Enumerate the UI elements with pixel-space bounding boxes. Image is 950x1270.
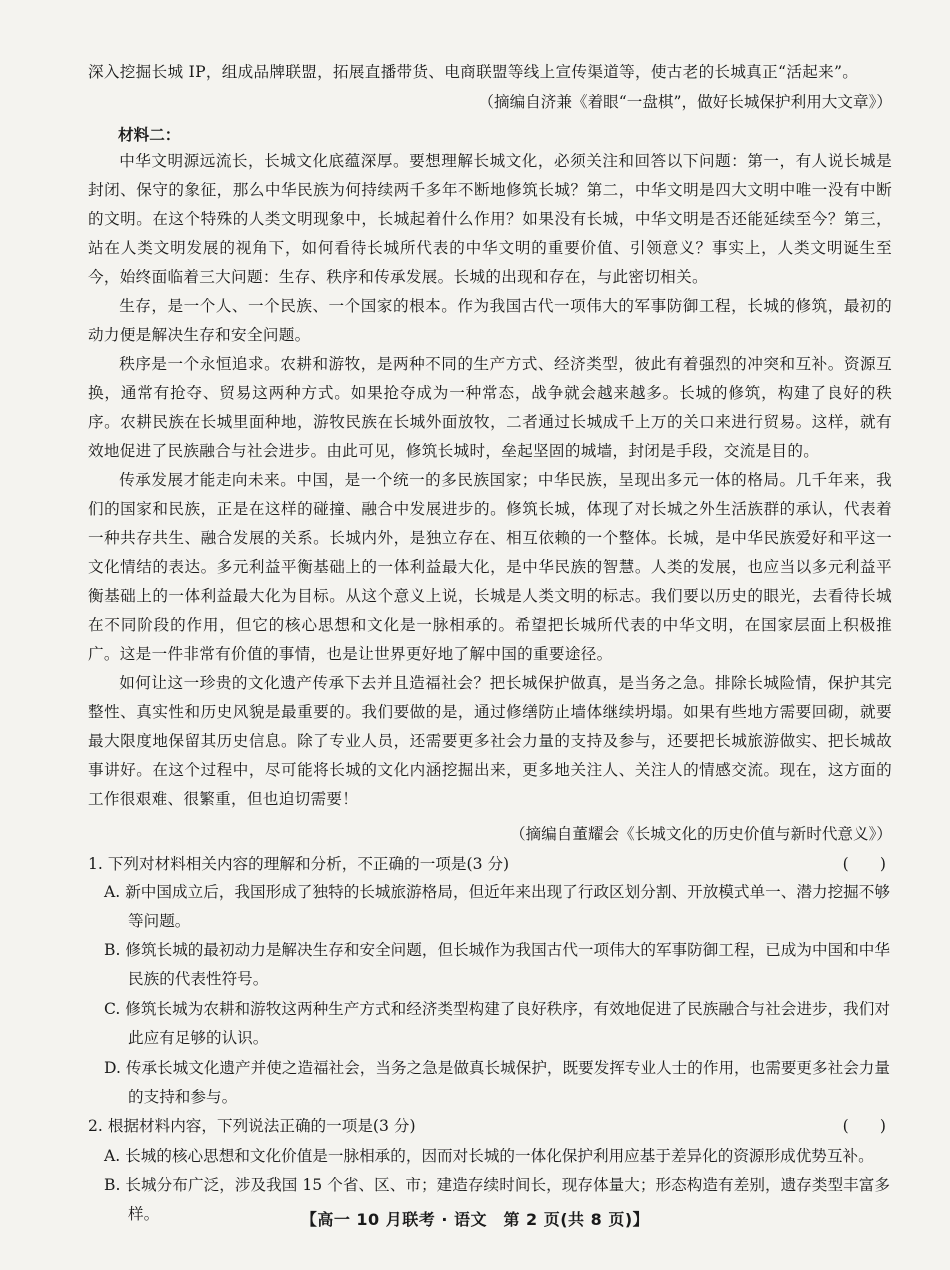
question-1: [88, 850, 892, 879]
answer-blank: ( ): [842, 855, 886, 873]
material-2-heading: 材料二：: [118, 125, 181, 144]
question-2: [88, 1112, 892, 1141]
question-1-stem: 1. 下列对材料相关内容的理解和分析，不正确的一项是(3 分) ( ): [88, 850, 892, 879]
paragraph: 中华文明源远流长，长城文化底蕴深厚。要想理解长城文化，必须关注和回答以下问题：第一，有人说长城是封闭、保守的象征，那么中华民族为何持续两千多年不断地修筑长城？第二，中华文明是四大文明中唯一没有中断的文明。在这个特殊的人类文明现象中，长城起着什么作用？如果没有长城，中华文明是否还能延续至今？第三，站在人类文明发展的视角下，如何看待长城所代表的中华文明的重要价值、引领意义？事实上，人类文明诞生至今，始终面临着三大问题：生存、秩序和传承发展。长城的出现和存在，与此密切相关。: [88, 152, 892, 286]
q1-option-c: C. 修筑长城为农耕和游牧这两种生产方式和经济类型构建了良好秩序，有效地促进了民族融合与社会进步，我们对此应有足够的认识。: [104, 1000, 890, 1047]
q2-option-b: B. 长城分布广泛，涉及我国 15 个省、区、市；建造存续时间长，现存体量大；形态构造有差别，遗存类型丰富多样。: [104, 1176, 890, 1223]
q2-option-a: A. 长城的核心思想和文化价值是一脉相承的，因而对长城的一体化保护利用应基于差异化的资源形成优势互补。: [104, 1147, 874, 1165]
answer-blank: ( ): [842, 1117, 886, 1135]
material-2-body: [88, 147, 892, 814]
paragraph: 秩序是一个永恒追求。农耕和游牧，是两种不同的生产方式、经济类型，彼此有着强烈的冲突和互补。资源互换，通常有抢夺、贸易这两种方式。如果抢夺成为一种常态，战争就会越来越多。长城的修筑，构建了良好的秩序。农耕民族在长城里面种地，游牧民族在长城外面放牧，二者通过长城成千上万的关口来进行贸易。这样，就有效地促进了民族融合与社会进步。由此可见，修筑长城时，垒起坚固的城墙，封闭是手段，交流是目的。: [88, 355, 892, 460]
q1-option-a: A. 新中国成立后，我国形成了独特的长城旅游格局，但近年来出现了行政区划分割、开放模式单一、潜力挖掘不够等问题。: [104, 883, 890, 930]
page-footer: 【高一 10 月联考 · 语文 第 2 页(共 8 页)】: [300, 1210, 650, 1229]
source-citation-2: （摘编自董耀会《长城文化的历史价值与新时代意义》）: [509, 825, 892, 843]
q1-option-d: D. 传承长城文化遗产并使之造福社会，当务之急是做真长城保护，既要发挥专业人士的作用，也需要更多社会力量的支持和参与。: [104, 1059, 890, 1106]
paragraph: 生存，是一个人、一个民族、一个国家的根本。作为我国古代一项伟大的军事防御工程，长城的修筑，最初的动力便是解决生存和安全问题。: [88, 297, 892, 344]
question-2-stem: 2. 根据材料内容，下列说法正确的一项是(3 分) ( ): [88, 1112, 892, 1141]
source-citation-1: （摘编自济兼《着眼“一盘棋”，做好长城保护利用大文章》）: [478, 93, 892, 111]
paragraph: 如何让这一珍贵的文化遗产传承下去并且造福社会？把长城保护做真，是当务之急。排除长城险情，保护其完整性、真实性和历史风貌是最重要的。我们要做的是，通过修缮防止墙体继续坍塌。如果有些地方需要回砌，就要最大限度地保留其历史信息。除了专业人员，还需要更多社会力量的支持及参与，还要把长城旅游做实、把长城故事讲好。在这个过程中，尽可能将长城的文化内涵挖掘出来，更多地关注人、关注人的情感交流。现在，这方面的工作很艰难、很繁重，但也迫切需要！: [88, 674, 892, 808]
top-line: 深入挖掘长城 IP，组成品牌联盟，拓展直播带货、电商联盟等线上宣传渠道等，使古老的长城真正“活起来”。: [88, 63, 859, 81]
q1-option-b: B. 修筑长城的最初动力是解决生存和安全问题，但长城作为我国古代一项伟大的军事防御工程，已成为中国和中华民族的代表性符号。: [104, 941, 890, 988]
paragraph: 传承发展才能走向未来。中国，是一个统一的多民族国家；中华民族，呈现出多元一体的格局。几千年来，我们的国家和民族，正是在这样的碰撞、融合中发展进步的。修筑长城，体现了对长城之外生活族群的承认，代表着一种共存共生、融合发展的关系。长城内外，是独立存在、相互依赖的一个整体。长城，是中华民族爱好和平这一文化情结的表达。多元利益平衡基础上的一体利益最大化，是中华民族的智慧。人类的发展，也应当以多元利益平衡基础上的一体利益最大化为目标。从这个意义上说，长城是人类文明的标志。我们要以历史的眼光，去看待长城在不同阶段的作用，但它的核心思想和文化是一脉相承的。希望把长城所代表的中华文明，在国家层面上积极推广。这是一件非常有价值的事情，也是让世界更好地了解中国的重要途径。: [88, 471, 892, 663]
